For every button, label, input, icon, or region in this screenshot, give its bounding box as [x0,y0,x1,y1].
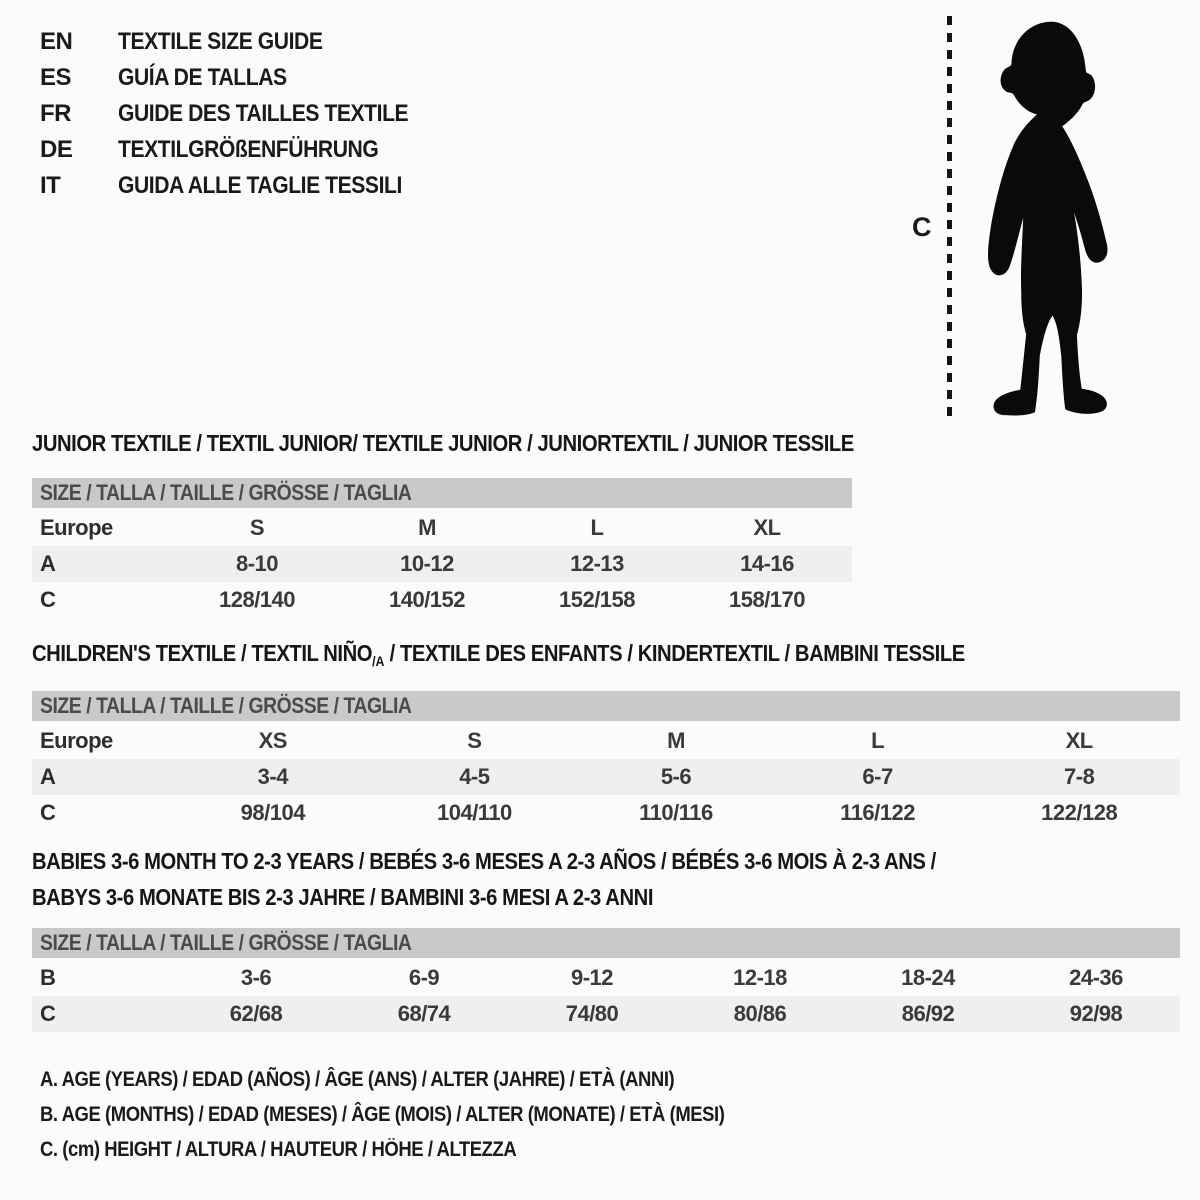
children-size-table [32,691,1180,831]
table-header-bar [32,478,852,508]
cell: 104/110 [436,800,512,825]
cell: 9-12 [570,965,614,990]
cell: M [418,515,436,540]
babies-size-table [32,928,1180,1032]
section-babies [32,843,1180,1032]
junior-section-title: JUNIOR TEXTILE / TEXTIL JUNIOR/ TEXTILE JUNIOR / JUNIORTEXTIL / JUNIOR TESSILE [32,430,854,456]
table-row-europe [32,510,852,546]
cell: 92/98 [1069,1001,1123,1026]
row-label: A [40,551,56,576]
cell: 3-6 [240,965,272,990]
cell: 140/152 [388,587,466,612]
language-list [40,24,448,204]
cell: 116/122 [840,800,915,825]
lang-row-en [40,24,448,60]
guide-title-en: TEXTILE SIZE GUIDE [118,28,323,55]
cell: 12-13 [570,551,624,576]
toddler-silhouette-icon [966,12,1138,422]
cell: 152/158 [558,587,636,612]
row-label: C [40,1001,56,1026]
lang-row-fr [40,96,448,132]
table-header-bar [32,691,1180,721]
children-section-title [32,638,965,671]
table-row-height [32,795,1180,831]
cell: S [467,728,482,753]
cell: 18-24 [901,965,955,990]
size-header-label: SIZE / TALLA / TAILLE / GRÖSSE / TAGLIA [40,480,412,505]
cell: 62/68 [229,1001,283,1026]
cell: 6-9 [408,965,440,990]
row-label: A [40,764,56,789]
height-dashed-line [947,16,952,416]
row-label: C [40,587,56,612]
lang-code: EN [40,28,73,55]
table-row-height [32,582,852,618]
cell: XL [1065,728,1093,753]
guide-title-fr: GUIDE DES TAILLES TEXTILE [118,100,409,127]
cell: 80/86 [733,1001,787,1026]
junior-size-table [32,478,852,618]
cell: 24-36 [1069,965,1123,990]
legend-line-b: B. AGE (MONTHS) / EDAD (MESES) / ÂGE (MOIS) / ALTER (MONATE) / ETÀ (MESI) [40,1103,725,1126]
section-junior-textile [32,428,852,618]
cell: 3-4 [257,764,288,789]
babies-section-title-line1: BABIES 3-6 MONTH TO 2-3 YEARS / BEBÉS 3-6 MESES A 2-3 AÑOS / BÉBÉS 3-6 MOIS À 2-3 ANS / [32,848,936,874]
cell: 74/80 [565,1001,619,1026]
cell: M [667,728,685,753]
cell: 4-5 [459,764,490,789]
cell: 128/140 [218,587,296,612]
lang-row-it [40,168,448,204]
cell: L [590,515,604,540]
row-label: Europe [40,728,113,753]
cell: XS [258,728,287,753]
lang-code: IT [40,172,61,199]
height-measure-label: C [912,212,932,242]
children-title-rest: / TEXTILE DES ENFANTS / KINDERTEXTIL / BAMBINI TESSILE [384,640,965,666]
table-header-bar [32,928,1180,958]
lang-code: FR [40,100,71,127]
size-header-label: SIZE / TALLA / TAILLE / GRÖSSE / TAGLIA [40,693,412,718]
lang-row-de [40,132,448,168]
cell: 7-8 [1064,764,1095,789]
size-header-label: SIZE / TALLA / TAILLE / GRÖSSE / TAGLIA [40,930,412,955]
legend [40,1062,818,1167]
table-row-europe [32,723,1180,759]
guide-title-de: TEXTILGRÖßENFÜHRUNG [118,136,379,163]
table-row-age-months [32,960,1180,996]
lang-row-es [40,60,448,96]
cell: 158/170 [728,587,806,612]
cell: S [249,515,265,540]
cell: 86/92 [901,1001,955,1026]
cell: XL [753,515,781,540]
children-title-main: CHILDREN'S TEXTILE / TEXTIL NIÑO [32,640,373,666]
cell: L [871,728,885,753]
row-label: B [40,965,56,990]
row-label: C [40,800,56,825]
legend-line-a: A. AGE (YEARS) / EDAD (AÑOS) / ÂGE (ANS) / ALTER (JAHRE) / ETÀ (ANNI) [40,1068,675,1091]
table-row-age [32,546,852,582]
babies-section-title-line2: BABYS 3-6 MONATE BIS 2-3 JAHRE / BAMBINI 3-6 MESI A 2-3 ANNI [32,884,654,910]
cell: 8-10 [235,551,279,576]
cell: 12-18 [733,965,787,990]
cell: 68/74 [397,1001,451,1026]
guide-title-it: GUIDA ALLE TAGLIE TESSILI [118,172,402,199]
section-childrens-textile [32,638,1180,831]
lang-code: ES [40,64,72,91]
cell: 14-16 [740,551,794,576]
legend-line-c: C. (cm) HEIGHT / ALTURA / HAUTEUR / HÖHE / ALTEZZA [40,1138,517,1161]
lang-code: DE [40,136,73,163]
table-row-height [32,996,1180,1032]
cell: 122/128 [1041,800,1118,825]
cell: 110/116 [639,800,713,825]
cell: 98/104 [240,800,305,825]
cell: 6-7 [862,764,893,789]
guide-title-es: GUÍA DE TALLAS [118,64,287,91]
row-label: Europe [40,515,113,540]
table-row-age [32,759,1180,795]
cell: 5-6 [660,764,692,789]
children-title-sub: /A [372,653,385,669]
cell: 10-12 [400,551,454,576]
